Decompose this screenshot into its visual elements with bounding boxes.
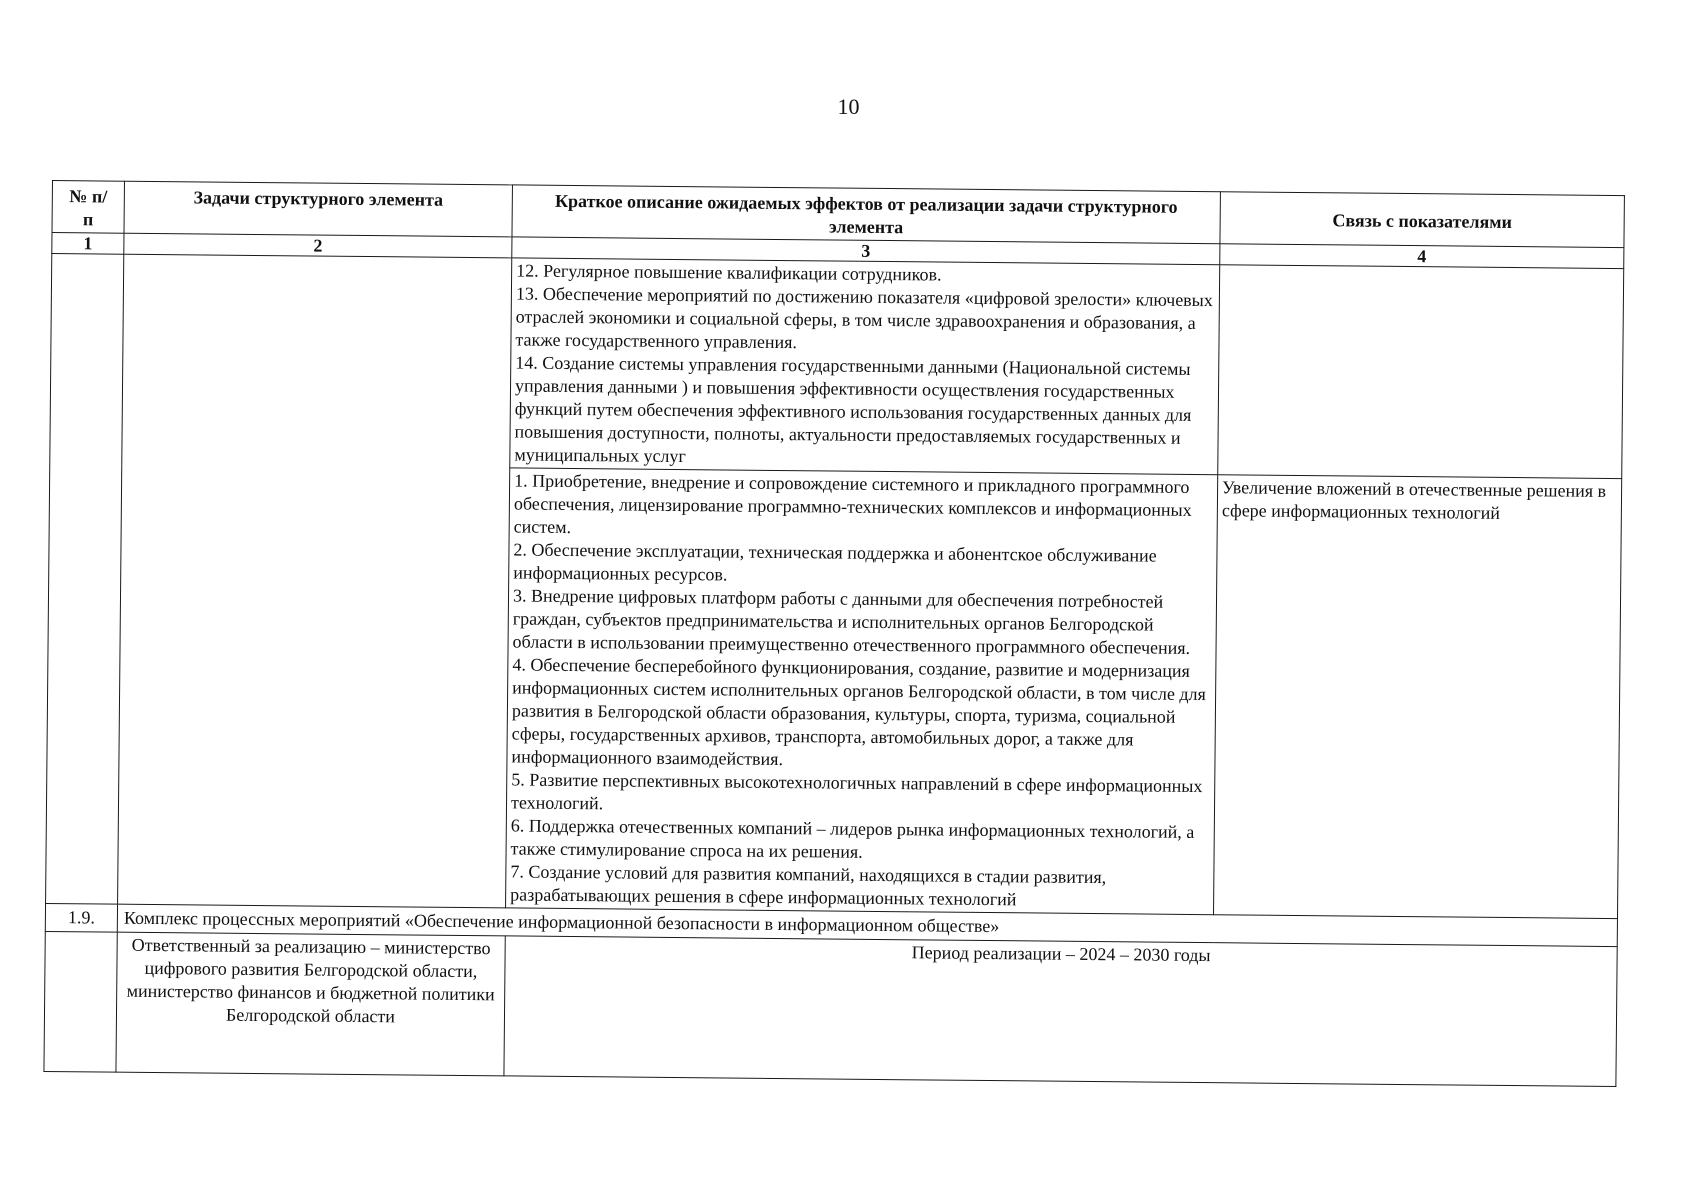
section-number: 1.9. (45, 903, 117, 932)
effect-item: 1. Приобретение, внедрение и сопровождение системного и прикладного программного обеспечения, лицензирование программно-технических комплексов и информационных систем. (513, 470, 1192, 537)
page-number: 10 (837, 94, 860, 119)
column-number-1: 1 (52, 233, 124, 255)
structural-element-table (43, 180, 1624, 1087)
effect-item: 12. Регулярное повышение квалификации сотрудников. (516, 260, 942, 285)
responsible-cell: Ответственный за реализацию – министерство цифрового развития Белгородской области, министерство финансов и бюджетной политики Белгородской области (116, 932, 505, 1076)
column-number-2: 2 (124, 233, 512, 258)
effect-item: 4. Обеспечение бесперебойного функционирования, создание, развитие и модернизация информационных систем исполнительных органов Белгородской области, в том числе для развития в Белгородской области образования, культуры, спорта, туризма, социальной сферы, государственных архивов, транспорта, автомобильных дорог, а также для информационного взаимодействия. (511, 654, 1206, 770)
table-row (50, 254, 1624, 479)
header-indicators: Связь с показателями (1220, 192, 1624, 248)
effects-cell-block1 (510, 258, 1220, 475)
effect-item: 7. Создание условий для развития компаний, находящихся в стадии развития, разрабатывающих решения в сфере информационных технологий (510, 861, 1107, 910)
table-row (44, 931, 1617, 1086)
header-effects: Краткое описание ожидаемых эффектов от реализации задачи структурного элемента (512, 185, 1220, 244)
header-tasks: Задачи структурного элемента (124, 181, 512, 237)
column-number-3: 3 (512, 237, 1220, 265)
effect-item: 14. Создание системы управления государственными данными (Национальной системы управления данными ) и повышения эффективности осуществления государственных функций путем обеспечения эффективного использования государственных данных для повышения доступности, полноты, актуальности предоставляемых государственных и муниципальных услуг (514, 352, 1192, 467)
column-number-4: 4 (1220, 244, 1624, 269)
period-cell: Период реализации – 2024 – 2030 годы (504, 936, 1617, 1087)
effect-item: 5. Развитие перспективных высокотехнологичных направлений в сфере информационных технологий. (510, 769, 1203, 814)
effect-item: 13. Обеспечение мероприятий по достижению показателя «цифровой зрелости» ключевых отраслей экономики и социальной сферы, в том числе здравоохранения и образования, а также государственного управления. (515, 283, 1213, 353)
row-number-cell (46, 254, 124, 905)
row-task-cell (118, 254, 512, 908)
effect-item: 6. Поддержка отечественных компаний – лидеров рынка информационных технологий, а также стимулирование спроса на их решения. (510, 815, 1195, 862)
indicator-cell-block2: Увеличение вложений в отечественные решения в сфере информационных технологий (1214, 475, 1622, 919)
effect-item: 3. Внедрение цифровых платформ работы с данными для обеспечения потребностей граждан, субъектов предпринимательства и исполнительных органов Белгородской области в использовании преимущественно отечественного программного обеспечения. (512, 585, 1191, 658)
indicator-cell-block1 (1218, 265, 1624, 479)
empty-number-cell (44, 931, 117, 1072)
section-title: Комплекс процессных мероприятий «Обеспечение информационной безопасности в информационном обществе» (117, 904, 1617, 946)
effects-cell-block2 (506, 468, 1218, 915)
effect-item: 2. Обеспечение эксплуатации, техническая поддержка и абонентское обслуживание информационных ресурсов. (513, 539, 1157, 585)
header-number: № п/п (52, 181, 124, 234)
